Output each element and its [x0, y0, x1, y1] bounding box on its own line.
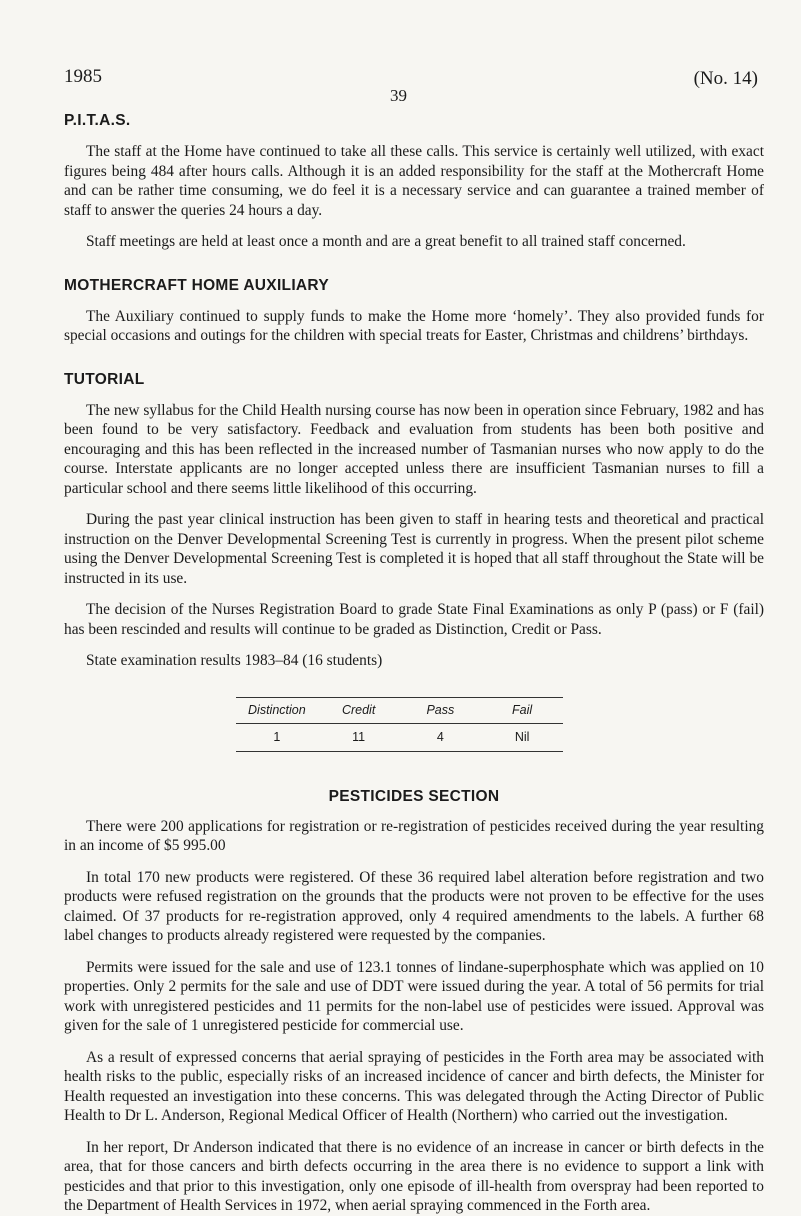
- section-heading-pitas: P.I.T.A.S.: [64, 112, 131, 129]
- header-year: 1985: [64, 66, 102, 87]
- section-heading-pesticides: PESTICIDES SECTION: [328, 787, 500, 805]
- paragraph: In her report, Dr Anderson indicated that there is no evidence of an increase in cancer or birth defects in the area, that for those cancers and birth defects occurring in the area there is no evidence to support a link with pesticides and that prior to this investigation, only one episode of ill-health from overspray had been reported to the Department of Health Services in 1972, when aerial spraying commenced in the Forth area.: [64, 1138, 764, 1214]
- table-header-cell: Pass: [400, 697, 482, 723]
- paragraph: There were 200 applications for registration or re-registration of pesticides received during the year resulting in an income of $5 995.00: [64, 817, 764, 854]
- table-header-cell: Credit: [318, 697, 400, 723]
- table-cell: 1: [236, 723, 318, 751]
- page-number: 39: [390, 86, 407, 105]
- paragraph: Staff meetings are held at least once a month and are a great benefit to all trained staff concerned.: [86, 233, 686, 250]
- exam-results-table: [236, 697, 563, 752]
- page-content: [64, 112, 764, 1216]
- header-issue-number: (No. 14): [693, 68, 758, 89]
- table-cell: 4: [400, 723, 482, 751]
- table-header-row: [236, 697, 563, 723]
- section-heading-tutorial: TUTORIAL: [64, 370, 145, 388]
- paragraph: The Auxiliary continued to supply funds to make the Home more ‘homely’. They also provided funds for special occasions and outings for the children with special treats for Easter, Christmas and childrens’ birthdays.: [64, 307, 764, 344]
- paragraph: In total 170 new products were registered. Of these 36 required label alteration before registration and two products were refused registration on the grounds that the products were not proven to be effective for the uses claimed. Of 37 products for re-registration approved, only 4 required amendments to the labels. A further 68 label changes to products already registered were requested by the companies.: [64, 868, 764, 944]
- paragraph: The new syllabus for the Child Health nursing course has now been in operation since February, 1982 and has been found to be very satisfactory. Feedback and evaluation from students has been both positive and encouraging and this has been reflected in the increased number of Tasmanian nurses who now apply to do the course. Interstate applicants are no longer accepted unless there are insufficient Tasmanian nurses to fill a particular school and there seems little likelihood of this occurring.: [64, 401, 764, 497]
- section-heading-auxiliary: MOTHERCRAFT HOME AUXILIARY: [64, 276, 329, 294]
- table-row: [236, 723, 563, 751]
- paragraph: State examination results 1983–84 (16 students): [86, 652, 383, 669]
- paragraph: As a result of expressed concerns that aerial spraying of pesticides in the Forth area may be associated with health risks to the public, especially risks of an increased incidence of cancer and birth defects, the Minister for Health requested an investigation into these concerns. This was delegated through the Acting Director of Public Health to Dr L. Anderson, Regional Medical Officer of Health (Northern) who carried out the investigation.: [64, 1048, 764, 1124]
- paragraph: The staff at the Home have continued to take all these calls. This service is certainly well utilized, with exact figures being 484 after hours calls. Although it is an added responsibility for the staff at the Mothercraft Home and can be rather time consuming, we do feel it is a necessary service and can guarantee a trained member of staff to answer the queries 24 hours a day.: [64, 143, 764, 219]
- paragraph: Permits were issued for the sale and use of 123.1 tonnes of lindane-superphosphate which was applied on 10 properties. Only 2 permits for the sale and use of DDT were issued during the year. A total of 56 permits for trial work with unregistered pesticides and 11 permits for the non-label use of pesticides were issued. Approval was given for the sale of 1 unregistered pesticide for commercial use.: [64, 958, 764, 1034]
- table-cell: 11: [318, 723, 400, 751]
- table-header-cell: Fail: [481, 697, 563, 723]
- paragraph: The decision of the Nurses Registration Board to grade State Final Examinations as only P (pass) or F (fail) has been rescinded and results will continue to be graded as Distinction, Credit or Pass.: [64, 601, 764, 638]
- table-header-cell: Distinction: [236, 697, 318, 723]
- paragraph: During the past year clinical instruction has been given to staff in hearing tests and theoretical and practical instruction on the Denver Developmental Screening Test is currently in progress. When the present pilot scheme using the Denver Developmental Screening Test is completed it is hoped that all staff throughout the State will be instructed in its use.: [64, 511, 764, 587]
- table-cell: Nil: [481, 723, 563, 751]
